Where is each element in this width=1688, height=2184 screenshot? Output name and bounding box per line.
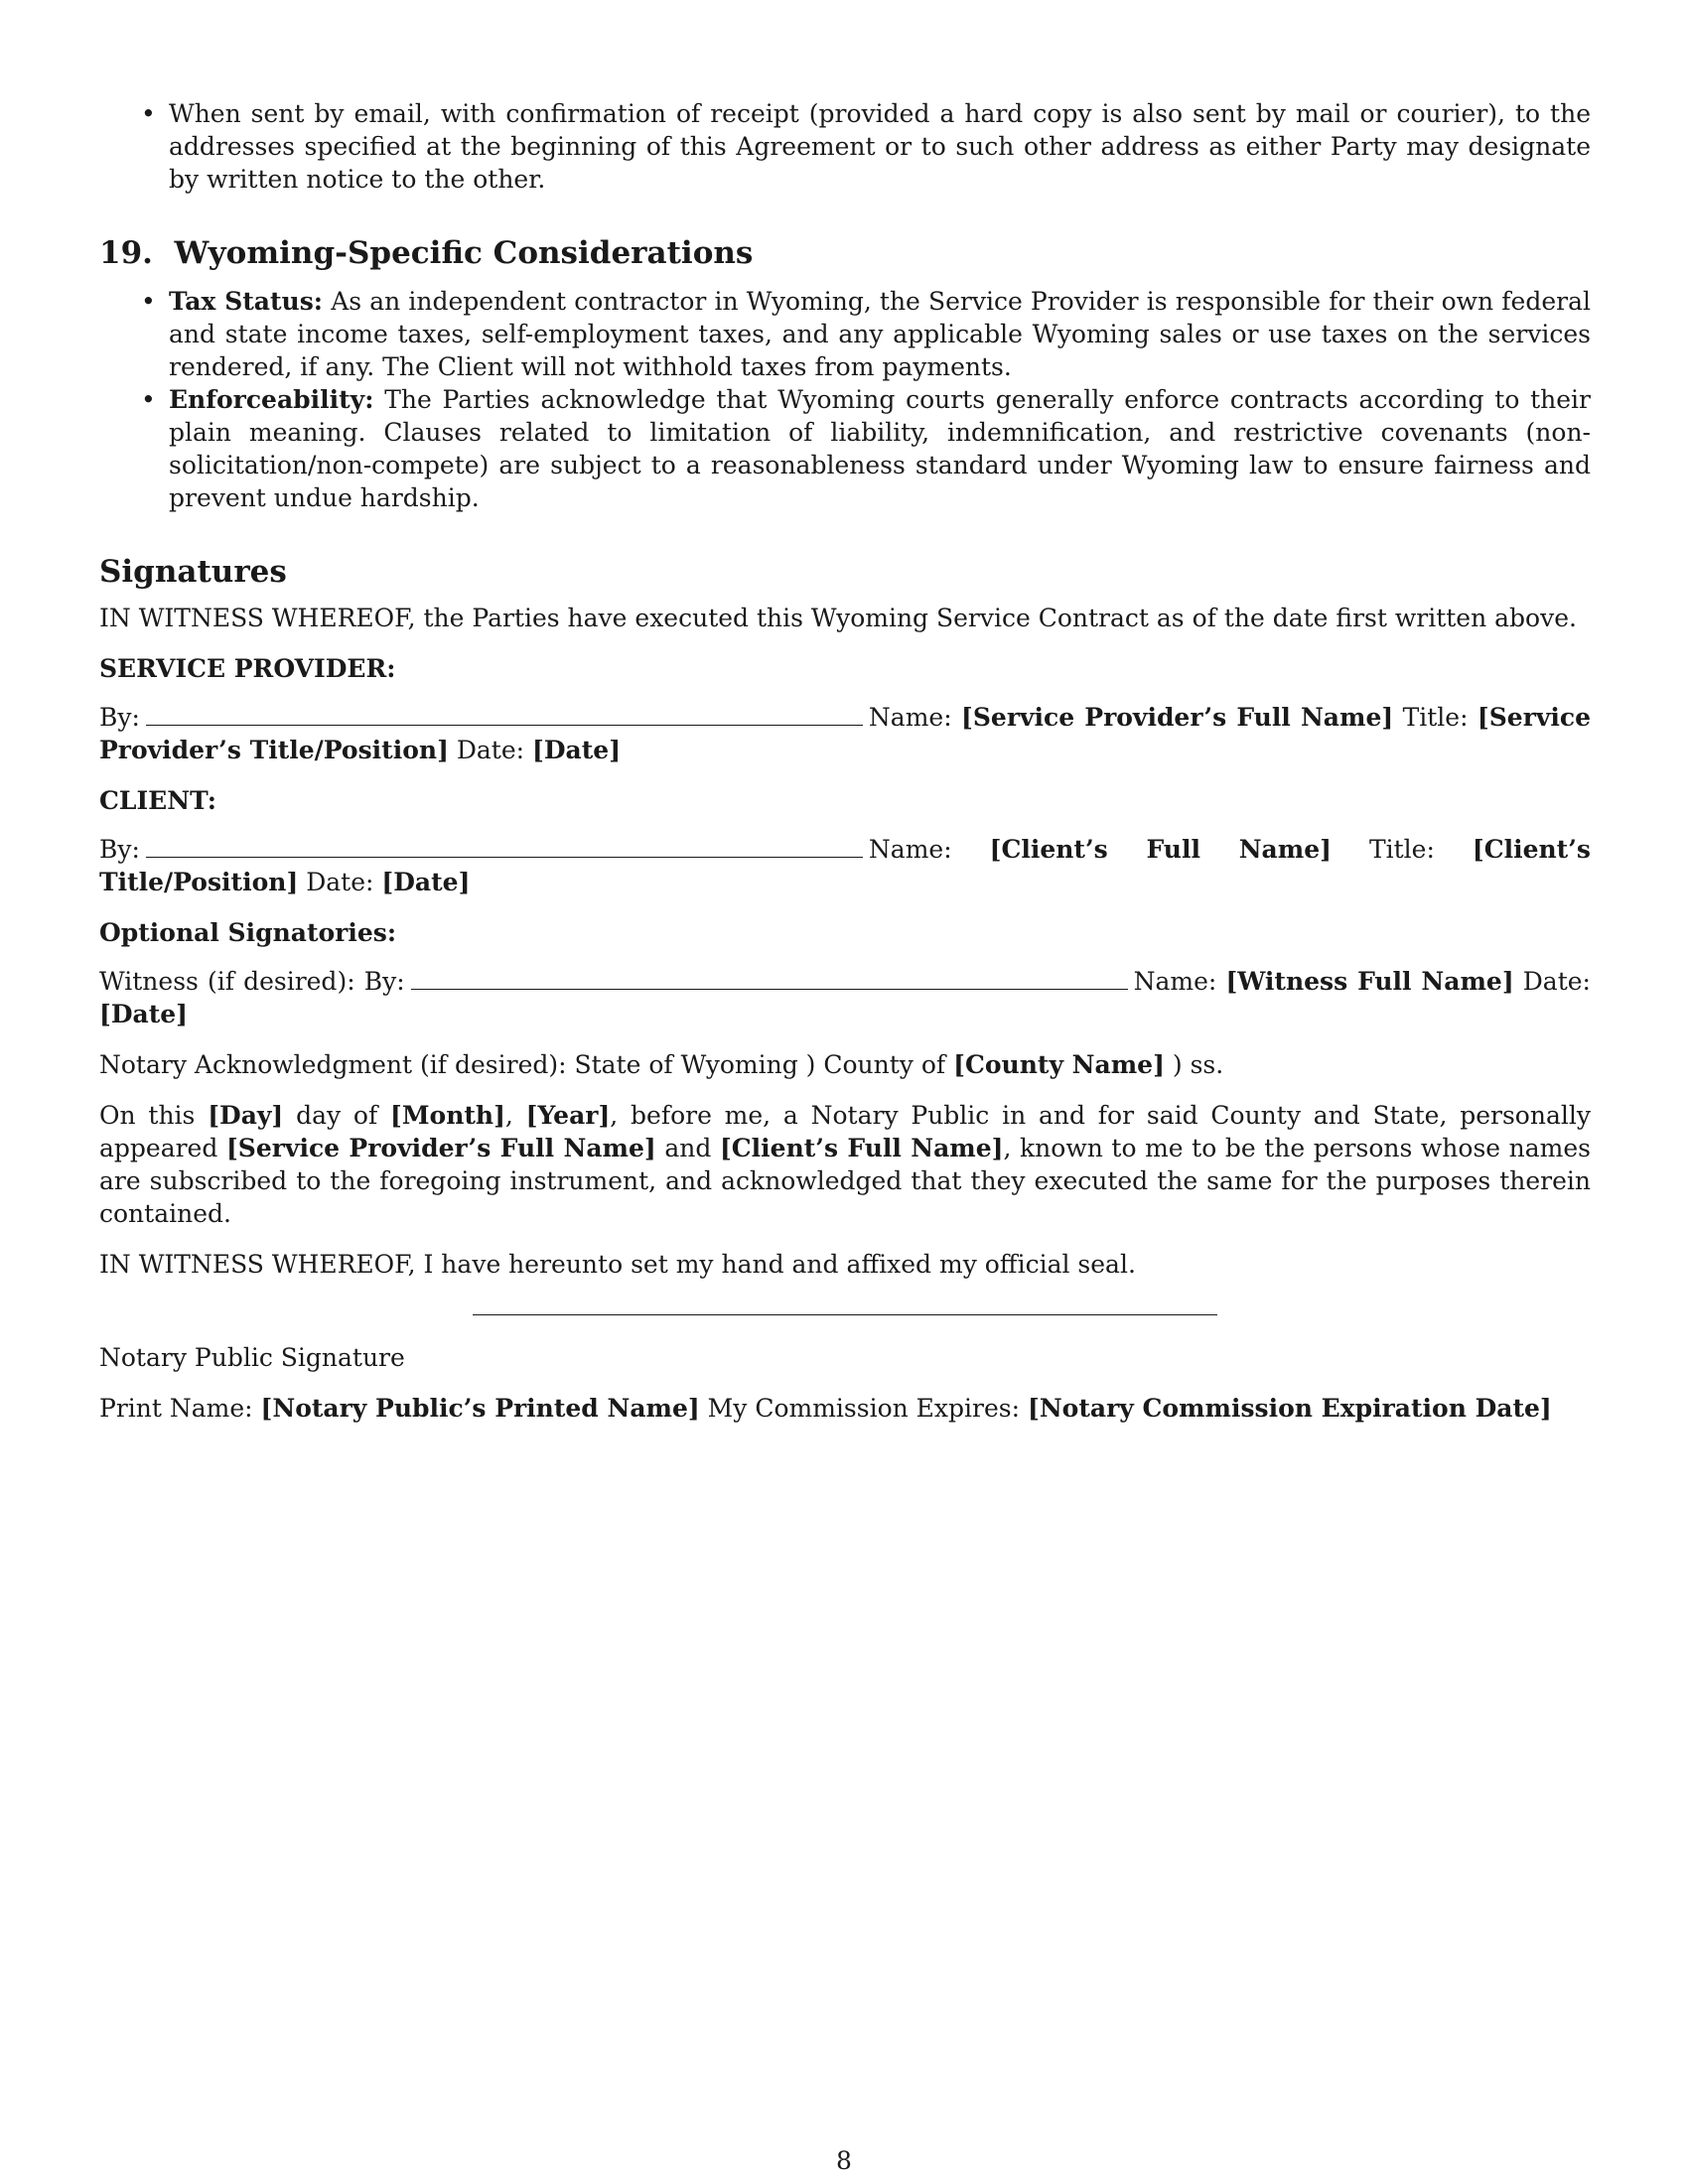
witness-name: [Witness Full Name]	[1225, 967, 1514, 996]
client-date: [Date]	[381, 868, 471, 896]
service-provider-signature-block: By: Name: [Service Provider’s Full Name] Title: [Service Provider’s Title/Position] Date: [Date]	[99, 703, 1592, 764]
witness-statement: IN WITNESS WHEREOF, the Parties have executed this Wyoming Service Contract as of the date first written above.	[99, 604, 1577, 632]
notary-body: On this [Day] day of [Month], [Year], before me, a Notary Public in and for said County and State, personally appeared [Service Provider’s Full Name] and [Client’s Full Name], known to me to be the persons whose names are subscribed to the foregoing instrument, and acknowledged that they executed the same for the purposes therein contained.	[99, 1101, 1591, 1228]
enforceability-label: Enforceability:	[169, 385, 374, 414]
notice-methods-list	[99, 97, 1591, 196]
notary-year: [Year]	[525, 1101, 611, 1130]
optional-signatories-label: Optional Signatories:	[99, 918, 397, 947]
tax-status-text: As an independent contractor in Wyoming, the Service Provider is responsible for their own federal and state income taxes, self-employment taxes, and any applicable Wyoming sales or use taxes on the services rendered, if any. The Client will not withhold taxes from payments.	[169, 287, 1591, 381]
document-page	[99, 97, 1591, 1442]
page-number: 8	[836, 2146, 852, 2175]
section-19-list	[99, 285, 1591, 514]
notary-client-name: [Client’s Full Name]	[719, 1134, 1004, 1162]
section-19-heading	[99, 233, 1591, 273]
county-name: [County Name]	[953, 1050, 1165, 1079]
signatures-heading: Signatures	[99, 554, 287, 590]
notary-month: [Month]	[390, 1101, 505, 1130]
client-label: CLIENT:	[99, 786, 217, 815]
tax-status-label: Tax Status:	[169, 287, 324, 316]
service-provider-date: [Date]	[532, 736, 622, 764]
service-provider-title: [Service Provider’s Title/Position]	[99, 703, 1592, 764]
seal-statement: IN WITNESS WHEREOF, I have hereunto set my hand and affixed my official seal.	[99, 1250, 1136, 1279]
tax-status-item	[169, 285, 1591, 383]
notary-provider-name: [Service Provider’s Full Name]	[225, 1134, 656, 1162]
witness-date: [Date]	[99, 1000, 188, 1028]
notary-commission-date: [Notary Commission Expiration Date]	[1027, 1394, 1552, 1423]
service-provider-signature-line[interactable]	[146, 703, 863, 726]
section-number: 19.	[99, 235, 153, 271]
service-provider-name: [Service Provider’s Full Name]	[961, 703, 1394, 732]
section-title: Wyoming-Specific Considerations	[174, 235, 754, 271]
client-signature-line[interactable]	[146, 835, 863, 858]
witness-signature-block: Witness (if desired): By: Name: [Witness Full Name] Date: [Date]	[99, 967, 1591, 1028]
enforceability-item	[169, 383, 1591, 514]
notary-signature-line[interactable]	[473, 1314, 1217, 1315]
notary-printed-name: [Notary Public’s Printed Name]	[260, 1394, 700, 1423]
email-notice-bullet: • When sent by email, with confirmation of receipt (provided a hard copy is also sent by mail or courier), to the addresses specified at the beginning of this Agreement or to such other address as either Party may designate by written notice to the other.	[169, 97, 1591, 196]
enforceability-text: The Parties acknowledge that Wyoming courts generally enforce contracts according to their plain meaning. Clauses related to limitation of liability, indemnification, and restrictive covenants (non-solicitation/non-compete) are subject to a reasonableness standard under Wyoming law to ensure fairness and prevent undue hardship.	[169, 385, 1592, 512]
client-title: [Client’s Title/Position]	[99, 835, 1591, 896]
notary-signature-caption: Notary Public Signature	[99, 1343, 405, 1372]
notary-print-name-line: Print Name: [Notary Public’s Printed Name] My Commission Expires: [Notary Commission Expiration Date]	[99, 1394, 1552, 1423]
client-signature-block: By: Name: [Client’s Full Name] Title: [Client’s Title/Position] Date: [Date]	[99, 835, 1591, 896]
notary-day: [Day]	[208, 1101, 284, 1130]
witness-signature-line[interactable]	[411, 967, 1128, 990]
service-provider-label: SERVICE PROVIDER:	[99, 654, 396, 683]
notary-acknowledgment: Notary Acknowledgment (if desired): State of Wyoming ) County of [County Name] ) ss.	[99, 1050, 1224, 1079]
client-name: [Client’s Full Name]	[989, 835, 1332, 864]
